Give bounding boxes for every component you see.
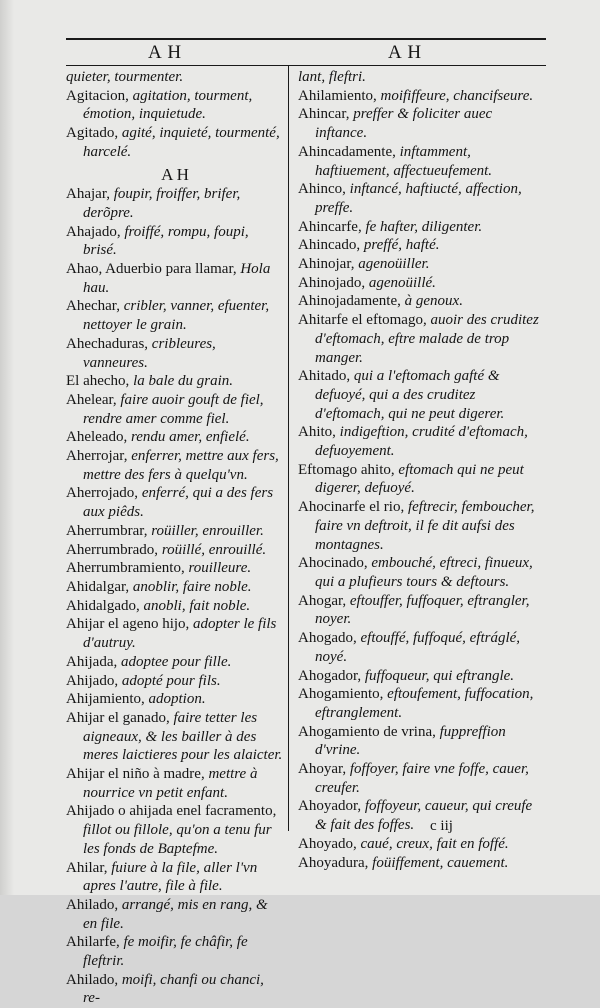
entry-definition: fuffoqueur, qui eftrangle. <box>364 667 515 684</box>
entry-headword: Ahilar, <box>66 859 108 876</box>
dictionary-entry <box>66 124 284 161</box>
dictionary-entry <box>66 335 284 372</box>
dictionary-entry <box>298 143 546 180</box>
dictionary-entry <box>66 933 284 970</box>
dictionary-entry <box>66 672 284 691</box>
entry-headword: Ahijado, <box>66 672 119 689</box>
entry-definition: la bale du grain. <box>133 373 234 390</box>
dictionary-entry <box>66 615 284 652</box>
dictionary-entry <box>298 218 546 237</box>
dictionary-entry <box>298 854 546 873</box>
entry-headword: Ahogado, <box>298 630 357 647</box>
entry-headword: Agitado, <box>66 125 119 142</box>
left-column <box>66 68 284 1008</box>
entry-headword: Ahinco, <box>298 181 346 198</box>
entry-definition: fe moifir, fe châfir, fe fleftrir. <box>83 934 248 970</box>
entry-headword: Ahilarfe, <box>66 934 120 951</box>
dictionary-entry <box>298 461 546 498</box>
signature-mark: c iij <box>430 818 453 834</box>
dictionary-entry <box>66 297 284 334</box>
entry-definition: cribleures, vanneures. <box>83 335 216 371</box>
entry-headword: Ahechaduras, <box>66 335 149 352</box>
entry-definition: adoptee pour fille. <box>120 653 232 670</box>
entry-headword: Ahijar el ageno hijo, <box>66 616 190 633</box>
dictionary-entry <box>298 180 546 217</box>
entry-headword: Aherrumbramiento, <box>66 560 185 577</box>
entry-definition: embouché, eftreci, finueux, qui a plufieurs tours & deftours. <box>315 555 533 590</box>
entry-definition: rouilleure. <box>188 560 252 577</box>
entry-definition: faire tetter les aigneaux, & les bailler à des meres laictieres pour les alaicter. <box>83 709 283 764</box>
dictionary-entry <box>66 559 284 578</box>
dictionary-entry <box>66 802 284 858</box>
dictionary-entry <box>66 690 284 709</box>
dictionary-entry <box>298 367 546 423</box>
entry-headword: Aheleado, <box>66 429 128 446</box>
page-gutter-shadow <box>0 0 14 895</box>
entry-headword: Ahoyadura, <box>298 854 369 871</box>
entry-headword: Aherrumbrar, <box>66 522 148 539</box>
running-head-right: A H <box>388 42 423 63</box>
entry-definition: adopter le fils d'autruy. <box>83 616 277 652</box>
entry-headword: Ahogar, <box>298 592 347 609</box>
dictionary-entry <box>298 667 546 686</box>
dictionary-entry <box>298 723 546 760</box>
entry-definition: qui a l'eftomach gafté & defuoyé, qui a des cruditez d'eftomach, qui ne peut digerer. <box>315 368 505 422</box>
entry-definition: mettre à nourrice vn petit enfant. <box>83 766 258 801</box>
right-column <box>298 68 546 872</box>
entry-definition: foupir, froiffer, brifer, derõpre. <box>83 186 241 221</box>
dictionary-entry <box>66 428 284 447</box>
dictionary-entry <box>66 597 284 616</box>
entry-definition: fe hafter, diligenter. <box>365 218 483 235</box>
entry-headword: Ahijar el niño à madre, <box>66 766 205 783</box>
dictionary-entry <box>66 578 284 597</box>
entry-definition: rendu amer, enfielé. <box>130 429 250 446</box>
dictionary-entry <box>298 797 546 834</box>
entry-headword: Ahinojado, <box>298 274 366 291</box>
dictionary-entry <box>298 685 546 722</box>
dictionary-entry <box>298 292 546 311</box>
entry-headword: Ahoyar, <box>298 761 347 778</box>
entry-definition: à genoux. <box>404 293 463 310</box>
entry-headword: Ahidalgar, <box>66 578 130 595</box>
entry-headword: Ahelear, <box>66 391 117 408</box>
entry-headword: Ahijada, <box>66 653 118 670</box>
dictionary-entry <box>298 760 546 797</box>
entry-definition: inftancé, haftiucté, affection, preffe. <box>315 181 522 216</box>
dictionary-entry <box>66 522 284 541</box>
entry-headword: Ahincado, <box>298 237 361 254</box>
entry-definition: indigeftion, crudité d'eftomach, defuoyement. <box>315 424 528 460</box>
entry-headword: Ahocinarfe el rio, <box>298 499 405 516</box>
entry-definition: moififfeure, chancifseure. <box>380 87 534 104</box>
entry-definition: agenoüiller. <box>358 256 430 273</box>
entry-definition: agitation, tourment, émotion, inquietude. <box>83 87 253 123</box>
entry-headword: Ahogamiento de vrina, <box>298 723 436 740</box>
dictionary-entry <box>66 372 284 391</box>
entry-definition: adoption. <box>148 691 206 708</box>
entry-definition: roüiller, enrouiller. <box>151 522 264 539</box>
entry-headword: Ahoyador, <box>298 798 362 815</box>
dictionary-entry <box>66 391 284 428</box>
entry-definition: foffoyeur, caueur, qui creufe & fait des foffes. <box>315 798 533 834</box>
dictionary-entry <box>66 185 284 222</box>
entry-definition: roüillé, enrouillé. <box>161 541 267 558</box>
entry-definition: fuppreffion d'vrine. <box>315 723 506 759</box>
entry-definition: preffer & foliciter auec inftance. <box>315 106 493 142</box>
dictionary-entry <box>66 896 284 933</box>
entry-headword: Ahajar, <box>66 186 110 203</box>
entry-definition: enferré, qui a des fers aux piêds. <box>83 485 274 521</box>
section-heading: A H <box>161 164 189 184</box>
entry-definition: preffé, hafté. <box>363 237 440 254</box>
entry-headword: Ahijar el ganado, <box>66 709 170 726</box>
entry-definition: eftouffer, fuffoquer, eftrangler, noyer. <box>315 592 530 628</box>
dictionary-entry <box>66 541 284 560</box>
dictionary-entry <box>298 236 546 255</box>
entry-headword: Ahocinado, <box>298 555 368 572</box>
entry-headword: Ahitado, <box>298 368 351 385</box>
entry-definition: foffoyer, faire vne foffe, cauer, creufer. <box>315 761 529 796</box>
entry-headword: Agitacion, <box>66 87 129 104</box>
dictionary-entry <box>298 105 546 142</box>
entry-headword: Ahincar, <box>298 106 350 123</box>
entry-continuation <box>298 68 546 87</box>
entry-definition: agité, inquieté, tourmenté, harcelé. <box>83 125 280 160</box>
running-head-left: A H <box>148 42 183 63</box>
entry-continuation <box>66 68 284 87</box>
entry-definition: foüiffement, cauement. <box>372 854 509 871</box>
dictionary-entry <box>66 447 284 484</box>
dictionary-entry <box>298 311 546 367</box>
entry-definition: adopté pour fils. <box>121 672 221 689</box>
entry-headword: Ahitarfe el eftomago, <box>298 312 427 329</box>
header-rule-bottom <box>66 65 546 66</box>
entry-definition: froiffé, rompu, foupi, brisé. <box>83 223 249 259</box>
entry-headword: Ahechar, <box>66 298 120 315</box>
dictionary-entry <box>66 859 284 896</box>
dictionary-entry <box>66 709 284 765</box>
entry-definition: fillot ou fillole, qu'on a tenu fur les fonds de Baptefme. <box>83 822 272 857</box>
entry-definition: enferrer, mettre aux fers, mettre des fers à quelqu'vn. <box>83 448 279 483</box>
entry-headword: Ahidalgado, <box>66 597 140 614</box>
entry-headword: Ahincarfe, <box>298 218 362 235</box>
entry-headword: Ahijamiento, <box>66 691 145 708</box>
entry-definition: eftomach qui ne peut digerer, defuoyé. <box>315 461 524 497</box>
entry-headword: Ahinojar, <box>298 256 355 273</box>
entry-headword: Ahilado, <box>66 896 119 913</box>
dictionary-entry <box>298 87 546 106</box>
dictionary-entry <box>66 971 284 1008</box>
entry-headword: Ahito, <box>298 424 336 441</box>
entry-headword: Eftomago ahito, <box>298 461 395 478</box>
dictionary-entry <box>298 554 546 591</box>
entry-headword: El ahecho, <box>66 373 130 390</box>
entry-definition: arrangé, mis en rang, & en file. <box>83 896 268 932</box>
entry-definition: anoblir, faire noble. <box>132 578 252 595</box>
dictionary-entry <box>66 484 284 521</box>
entry-headword: Ahilamiento, <box>298 87 377 104</box>
entry-definition: anobli, fait noble. <box>143 597 251 614</box>
entry-definition: fuiure à la file, aller l'vn apres l'autre, file à file. <box>83 859 258 895</box>
entry-definition: caué, creux, fait en foffé. <box>360 835 509 852</box>
entry-headword: Ahilado, <box>66 971 119 988</box>
entry-headword: Aherrojado, <box>66 485 139 502</box>
header-rule-top <box>66 38 546 40</box>
dictionary-entry <box>298 255 546 274</box>
column-divider <box>288 66 289 831</box>
entry-headword: Aherrojar, <box>66 448 128 465</box>
entry-definition: cribler, vanner, efuenter, nettoyer le grain. <box>83 298 270 334</box>
dictionary-entry <box>298 274 546 293</box>
entry-definition: lant, fleftri. <box>298 69 366 85</box>
entry-definition: quieter, tourmenter. <box>66 69 184 85</box>
entry-definition: agenoüillé. <box>368 274 436 291</box>
dictionary-entry <box>66 87 284 124</box>
dictionary-entry <box>298 835 546 854</box>
entry-headword: Ahincadamente, <box>298 143 396 160</box>
entry-headword: Aherrumbrado, <box>66 541 159 558</box>
entry-headword: Ahijado o ahijada enel facramento, <box>66 803 277 820</box>
entry-headword: Ahoyado, <box>298 835 357 852</box>
entry-definition: Hola hau. <box>83 261 271 296</box>
entry-definition: inftamment, haftiuement, affectueufement. <box>315 143 493 179</box>
dictionary-entry <box>66 260 284 297</box>
dictionary-entry <box>298 629 546 666</box>
dictionary-entry <box>66 223 284 260</box>
entry-headword: Ahinojadamente, <box>298 293 401 310</box>
dictionary-entry <box>66 653 284 672</box>
entry-definition: eftouffé, fuffoqué, eftráglé, noyé. <box>315 630 521 665</box>
entry-definition: faire auoir gouft de fiel, rendre amer comme fiel. <box>83 391 264 427</box>
dictionary-entry <box>298 423 546 460</box>
entry-headword: Ahao, Aduerbio para llamar, <box>66 261 237 278</box>
entry-definition: eftoufement, fuffocation, eftranglement. <box>315 686 534 721</box>
entry-headword: Ahogador, <box>298 667 362 684</box>
entry-definition: auoir des cruditez d'eftomach, eftre malade de trop manger. <box>315 312 539 366</box>
entry-definition: feftrecir, femboucher, faire vn deftroit, il fe dit aufsi des montagnes. <box>315 499 535 553</box>
dictionary-entry <box>66 765 284 802</box>
entry-headword: Ahajado, <box>66 223 121 240</box>
entry-headword: Ahogamiento, <box>298 686 384 703</box>
dictionary-entry <box>298 498 546 554</box>
dictionary-entry <box>298 592 546 629</box>
entry-definition: moifi, chanfi ou chanci, re- <box>83 971 264 1007</box>
